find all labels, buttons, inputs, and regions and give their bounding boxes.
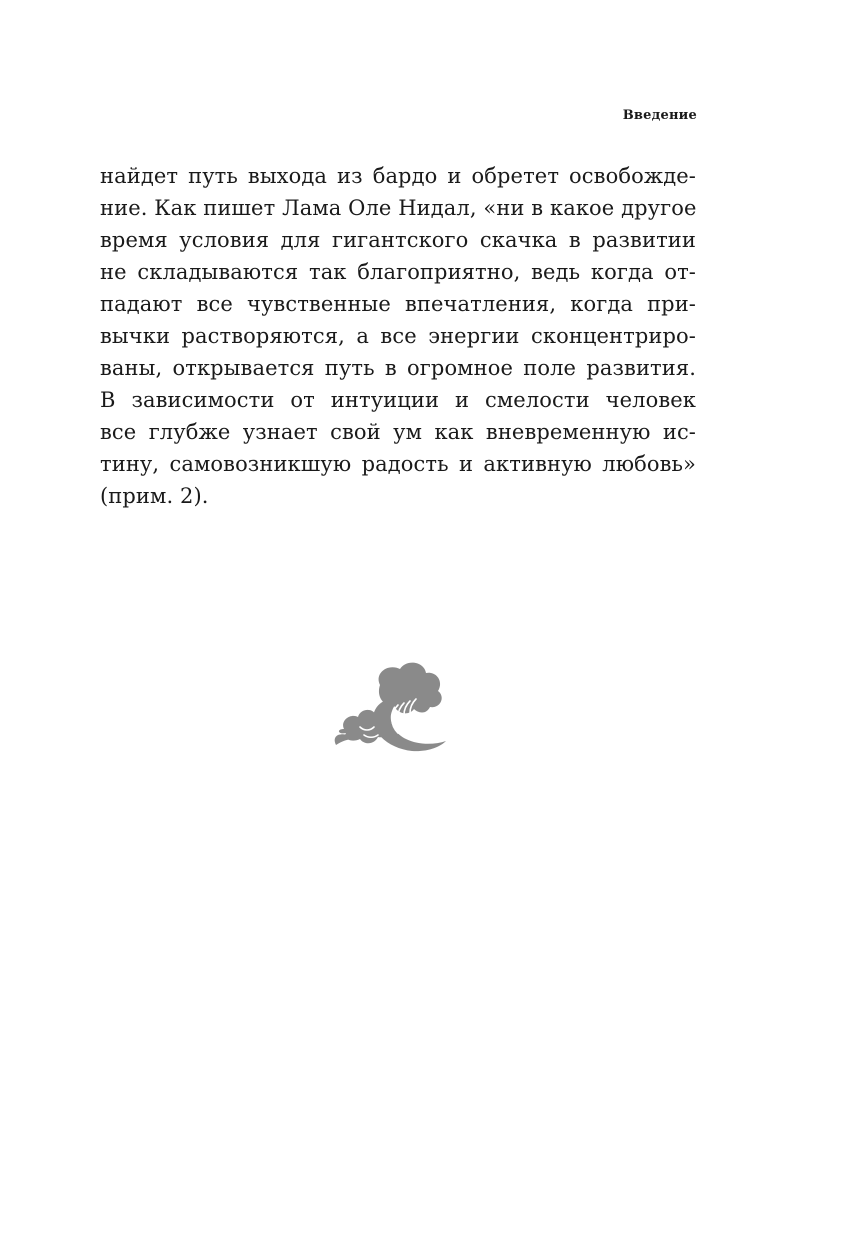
text-line: не складываются так благоприятно, ведь когда от- — [100, 260, 696, 284]
text-line: (прим. 2). — [100, 484, 209, 508]
text-line: падают все чувственные впечатления, когда при- — [100, 292, 696, 316]
text-line: найдет путь выхода из бардо и обретет освобожде- — [100, 164, 696, 188]
text-line: вычки растворяются, а все энергии сконцентриро- — [100, 324, 696, 348]
text-line: все глубже узнает свой ум как вневременную ис- — [100, 420, 696, 444]
running-head: Введение — [622, 108, 697, 123]
text-line: ваны, открывается путь в огромное поле развития. — [100, 356, 696, 380]
text-line: время условия для гигантского скачка в развитии — [100, 228, 696, 252]
text-line: ние. Как пишет Лама Оле Нидал, «ни в какое другое — [100, 196, 697, 220]
text-line: тину, самовозникшую радость и активную любовь» — [100, 452, 696, 476]
cloud-wave-ornament-icon — [330, 655, 452, 760]
text-line: В зависимости от интуиции и смелости человек — [100, 388, 696, 412]
body-paragraph — [100, 160, 696, 512]
